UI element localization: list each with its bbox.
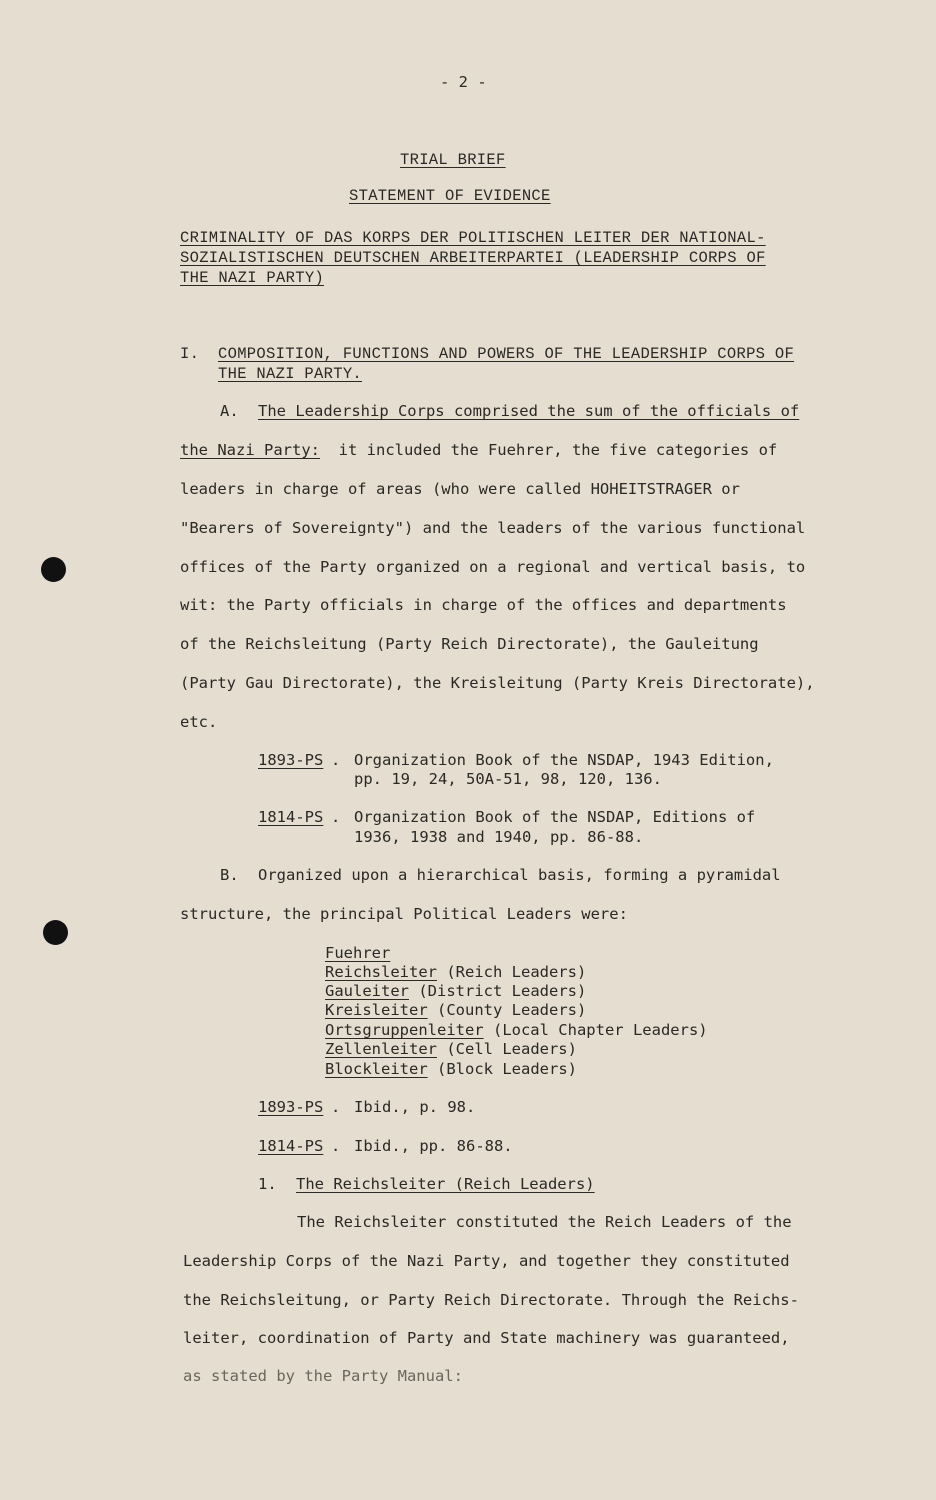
leader-zellenleiter: Zellenleiter (Cell Leaders) <box>325 1040 577 1058</box>
statement-of-evidence-title: STATEMENT OF EVIDENCE <box>349 187 551 205</box>
heading-line-3: THE NAZI PARTY) <box>180 269 325 287</box>
para-b-line-1: Organized upon a hierarchical basis, forming a pyramidal <box>258 866 781 884</box>
sub1-line-5: as stated by the Party Manual: <box>183 1367 463 1385</box>
para-a-line-6: wit: the Party officials in charge of the offices and departments <box>180 596 787 614</box>
citation-a1-dot: . <box>331 751 341 769</box>
para-a-line-5: offices of the Party organized on a regional and vertical basis, to <box>180 558 806 576</box>
para-b-line-2: structure, the principal Political Leaders were: <box>180 905 628 923</box>
section-heading-line-1: COMPOSITION, FUNCTIONS AND POWERS OF THE LEADERSHIP CORPS OF <box>218 345 795 363</box>
para-a-line-2 <box>180 442 777 458</box>
citation-a2-ref: 1814-PS <box>258 808 324 826</box>
heading-line-2: SOZIALISTISCHEN DEUTSCHEN ARBEITERPARTEI (LEADERSHIP CORPS OF <box>180 249 766 267</box>
leader-gauleiter: Gauleiter (District Leaders) <box>325 982 587 1000</box>
citation-a1-ref: 1893-PS <box>258 751 324 769</box>
leader-ortsgruppenleiter: Ortsgruppenleiter (Local Chapter Leaders) <box>325 1021 708 1039</box>
leader-fuehrer: Fuehrer <box>325 944 391 962</box>
section-heading-line-2: THE NAZI PARTY. <box>218 365 363 383</box>
subsection-number: 1. <box>258 1175 277 1193</box>
citation-b2-ref: 1814-PS <box>258 1137 324 1155</box>
section-number: I. <box>180 345 200 363</box>
page-number: - 2 - <box>440 73 487 91</box>
citation-b1-text: Ibid., p. 98. <box>354 1098 476 1116</box>
punch-hole-lower <box>43 920 68 945</box>
citation-b2-text: Ibid., pp. 86-88. <box>354 1137 513 1155</box>
sub1-line-2: Leadership Corps of the Nazi Party, and together they constituted <box>183 1252 790 1270</box>
citation-b2-dot: . <box>331 1137 341 1155</box>
heading-line-1: CRIMINALITY OF DAS KORPS DER POLITISCHEN LEITER DER NATIONAL- <box>180 229 766 247</box>
citation-a2-line-1: Organization Book of the NSDAP, Editions of <box>354 808 756 826</box>
punch-hole-upper <box>41 557 66 582</box>
para-a-line-9: etc. <box>180 713 218 731</box>
para-b-label: B. <box>220 866 239 884</box>
citation-a2-line-2: 1936, 1938 and 1940, pp. 86-88. <box>354 828 644 846</box>
leader-reichsleiter: Reichsleiter (Reich Leaders) <box>325 963 587 981</box>
citation-a2-dot: . <box>331 808 341 826</box>
para-a-line-8: (Party Gau Directorate), the Kreisleitung (Party Kreis Directorate), <box>180 674 815 692</box>
leader-kreisleiter: Kreisleiter (County Leaders) <box>325 1001 587 1019</box>
leader-blockleiter: Blockleiter (Block Leaders) <box>325 1060 577 1078</box>
para-a-line-2-rest: it included the Fuehrer, the five categories of <box>338 441 778 459</box>
para-a-line-7: of the Reichsleitung (Party Reich Directorate), the Gauleitung <box>180 635 759 653</box>
para-a-label: A. <box>220 402 239 420</box>
para-a-line-4: "Bearers of Sovereignty") and the leaders of the various functional <box>180 519 806 537</box>
sub1-line-4: leiter, coordination of Party and State machinery was guaranteed, <box>183 1329 790 1347</box>
subsection-heading: The Reichsleiter (Reich Leaders) <box>296 1175 595 1193</box>
citation-a1-line-2: pp. 19, 24, 50A-51, 98, 120, 136. <box>354 770 662 788</box>
para-a-line-1: The Leadership Corps comprised the sum of the officials of <box>258 402 800 420</box>
para-a-line-2-underlined: the Nazi Party: <box>180 441 320 459</box>
citation-a1-line-1: Organization Book of the NSDAP, 1943 Edition, <box>354 751 774 769</box>
trial-brief-title: TRIAL BRIEF <box>400 151 506 169</box>
sub1-line-1: The Reichsleiter constituted the Reich Leaders of the <box>297 1213 792 1231</box>
sub1-line-3: the Reichsleitung, or Party Reich Directorate. Through the Reichs- <box>183 1291 799 1309</box>
para-a-line-3: leaders in charge of areas (who were called HOHEITSTRAGER or <box>180 480 740 498</box>
citation-b1-dot: . <box>331 1098 341 1116</box>
citation-b1-ref: 1893-PS <box>258 1098 324 1116</box>
